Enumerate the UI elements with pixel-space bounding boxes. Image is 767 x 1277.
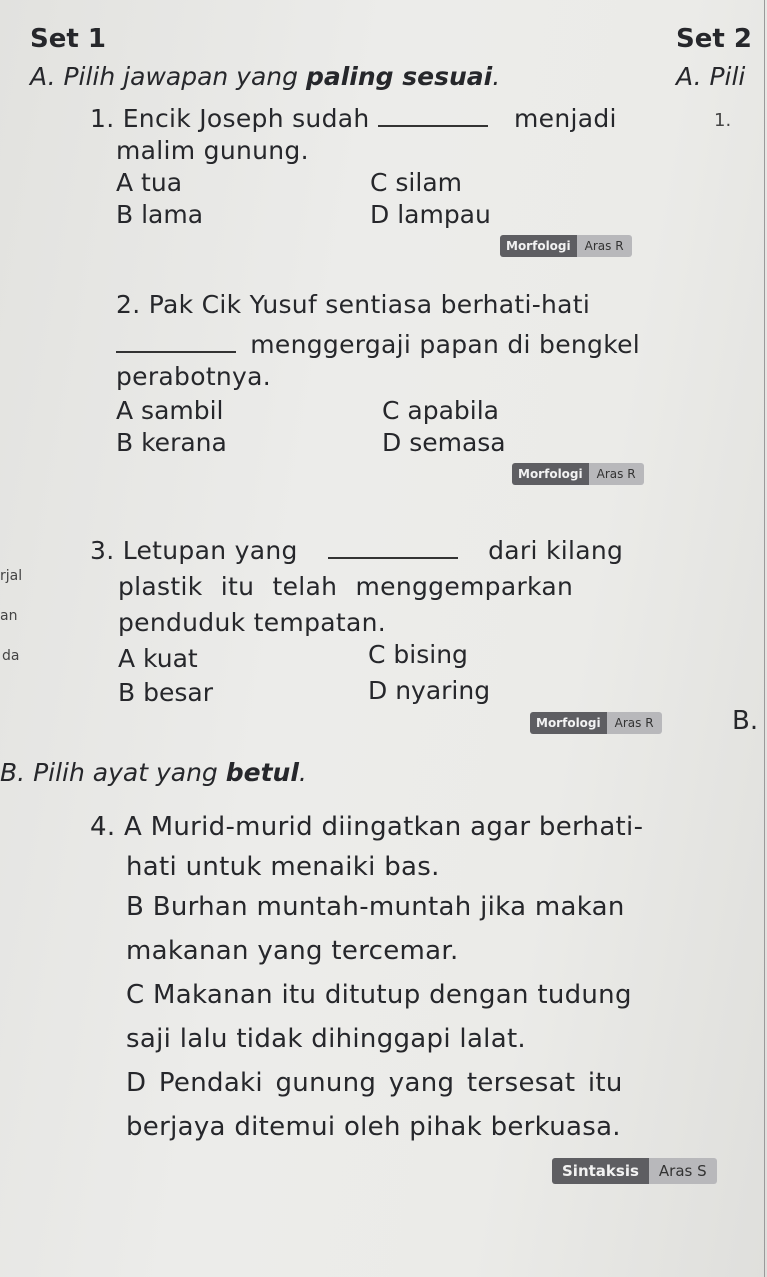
set-2-section-b-fragment: B. <box>732 706 759 736</box>
column-divider <box>764 0 765 1277</box>
question-4-tag: Sintaksis Aras S <box>552 1158 717 1184</box>
section-a-number: A. <box>30 62 56 91</box>
question-2-tag: Morfologi Aras R <box>512 463 644 485</box>
set-1-label: Set 1 <box>30 24 106 54</box>
question-3-line-3: penduduk tempatan. <box>118 608 386 637</box>
question-2-option-a: A sambil <box>116 396 224 425</box>
section-b-title-lead: Pilih ayat yang <box>33 758 218 787</box>
section-b-title-bold: betul <box>225 758 299 787</box>
question-2-line-2: menggergaji papan di bengkel <box>116 330 640 359</box>
section-a-title-bold: paling sesuai <box>305 62 493 91</box>
question-2-line-3: perabotnya. <box>116 362 272 391</box>
section-b-number: B. <box>0 758 26 787</box>
question-4-option-a-line-1: 4. A Murid-murid diingatkan agar berhati- <box>90 812 644 842</box>
question-1-option-a: A tua <box>116 168 183 197</box>
question-1-line-1: 1. Encik Joseph sudah menjadi <box>90 104 617 133</box>
question-3-option-c: C bising <box>368 640 468 669</box>
question-1-line-2: malim gunung. <box>116 136 309 165</box>
question-1-blank <box>378 125 488 127</box>
set-2-number-fragment: 1. <box>714 110 732 131</box>
margin-fragment-3: da <box>2 648 20 664</box>
question-4-option-d-line-2: berjaya ditemui oleh pihak berkuasa. <box>126 1112 621 1142</box>
question-1-tag: Morfologi Aras R <box>500 235 632 257</box>
question-4-option-b-line-2: makanan yang tercemar. <box>126 936 459 966</box>
question-1-option-b: B lama <box>116 200 204 229</box>
question-3-option-b: B besar <box>118 678 213 707</box>
question-3-line-1: 3. Letupan yang dari kilang <box>90 536 624 565</box>
question-3-line-2: plastik itu telah menggemparkan <box>118 572 574 601</box>
question-1-option-d: D lampau <box>370 200 491 229</box>
question-4-option-c-line-1: C Makanan itu ditutup dengan tudung <box>126 980 632 1010</box>
question-3-tag: Morfologi Aras R <box>530 712 662 734</box>
question-4-option-a-line-2: hati untuk menaiki bas. <box>126 852 440 882</box>
question-1-option-c: C silam <box>370 168 462 197</box>
question-4-option-b-line-1: B Burhan muntah-muntah jika makan <box>126 892 625 922</box>
set-2-label: Set 2 <box>676 24 752 54</box>
section-b-heading: B. Pilih ayat yang betul. <box>0 758 307 787</box>
question-3-option-a: A kuat <box>118 644 198 673</box>
margin-fragment-1: rjal <box>0 568 23 584</box>
question-3-blank <box>328 557 458 559</box>
question-3-option-d: D nyaring <box>368 676 491 705</box>
question-2-option-d: D semasa <box>382 428 506 457</box>
section-a-heading: A. Pilih jawapan yang paling sesuai. <box>30 62 501 91</box>
question-2-option-c: C apabila <box>382 396 499 425</box>
question-4-option-c-line-2: saji lalu tidak dihinggapi lalat. <box>126 1024 527 1054</box>
question-4-option-d-line-1: D Pendaki gunung yang tersesat itu <box>126 1068 623 1098</box>
margin-fragment-2: an <box>0 608 18 624</box>
question-2-line-1: 2. Pak Cik Yusuf sentiasa berhati-hati <box>116 290 591 319</box>
section-a-title-lead: Pilih jawapan yang <box>63 62 299 91</box>
question-2-blank <box>116 351 236 353</box>
set-2-section-fragment: A. Pili <box>676 62 746 91</box>
question-2-option-b: B kerana <box>116 428 227 457</box>
